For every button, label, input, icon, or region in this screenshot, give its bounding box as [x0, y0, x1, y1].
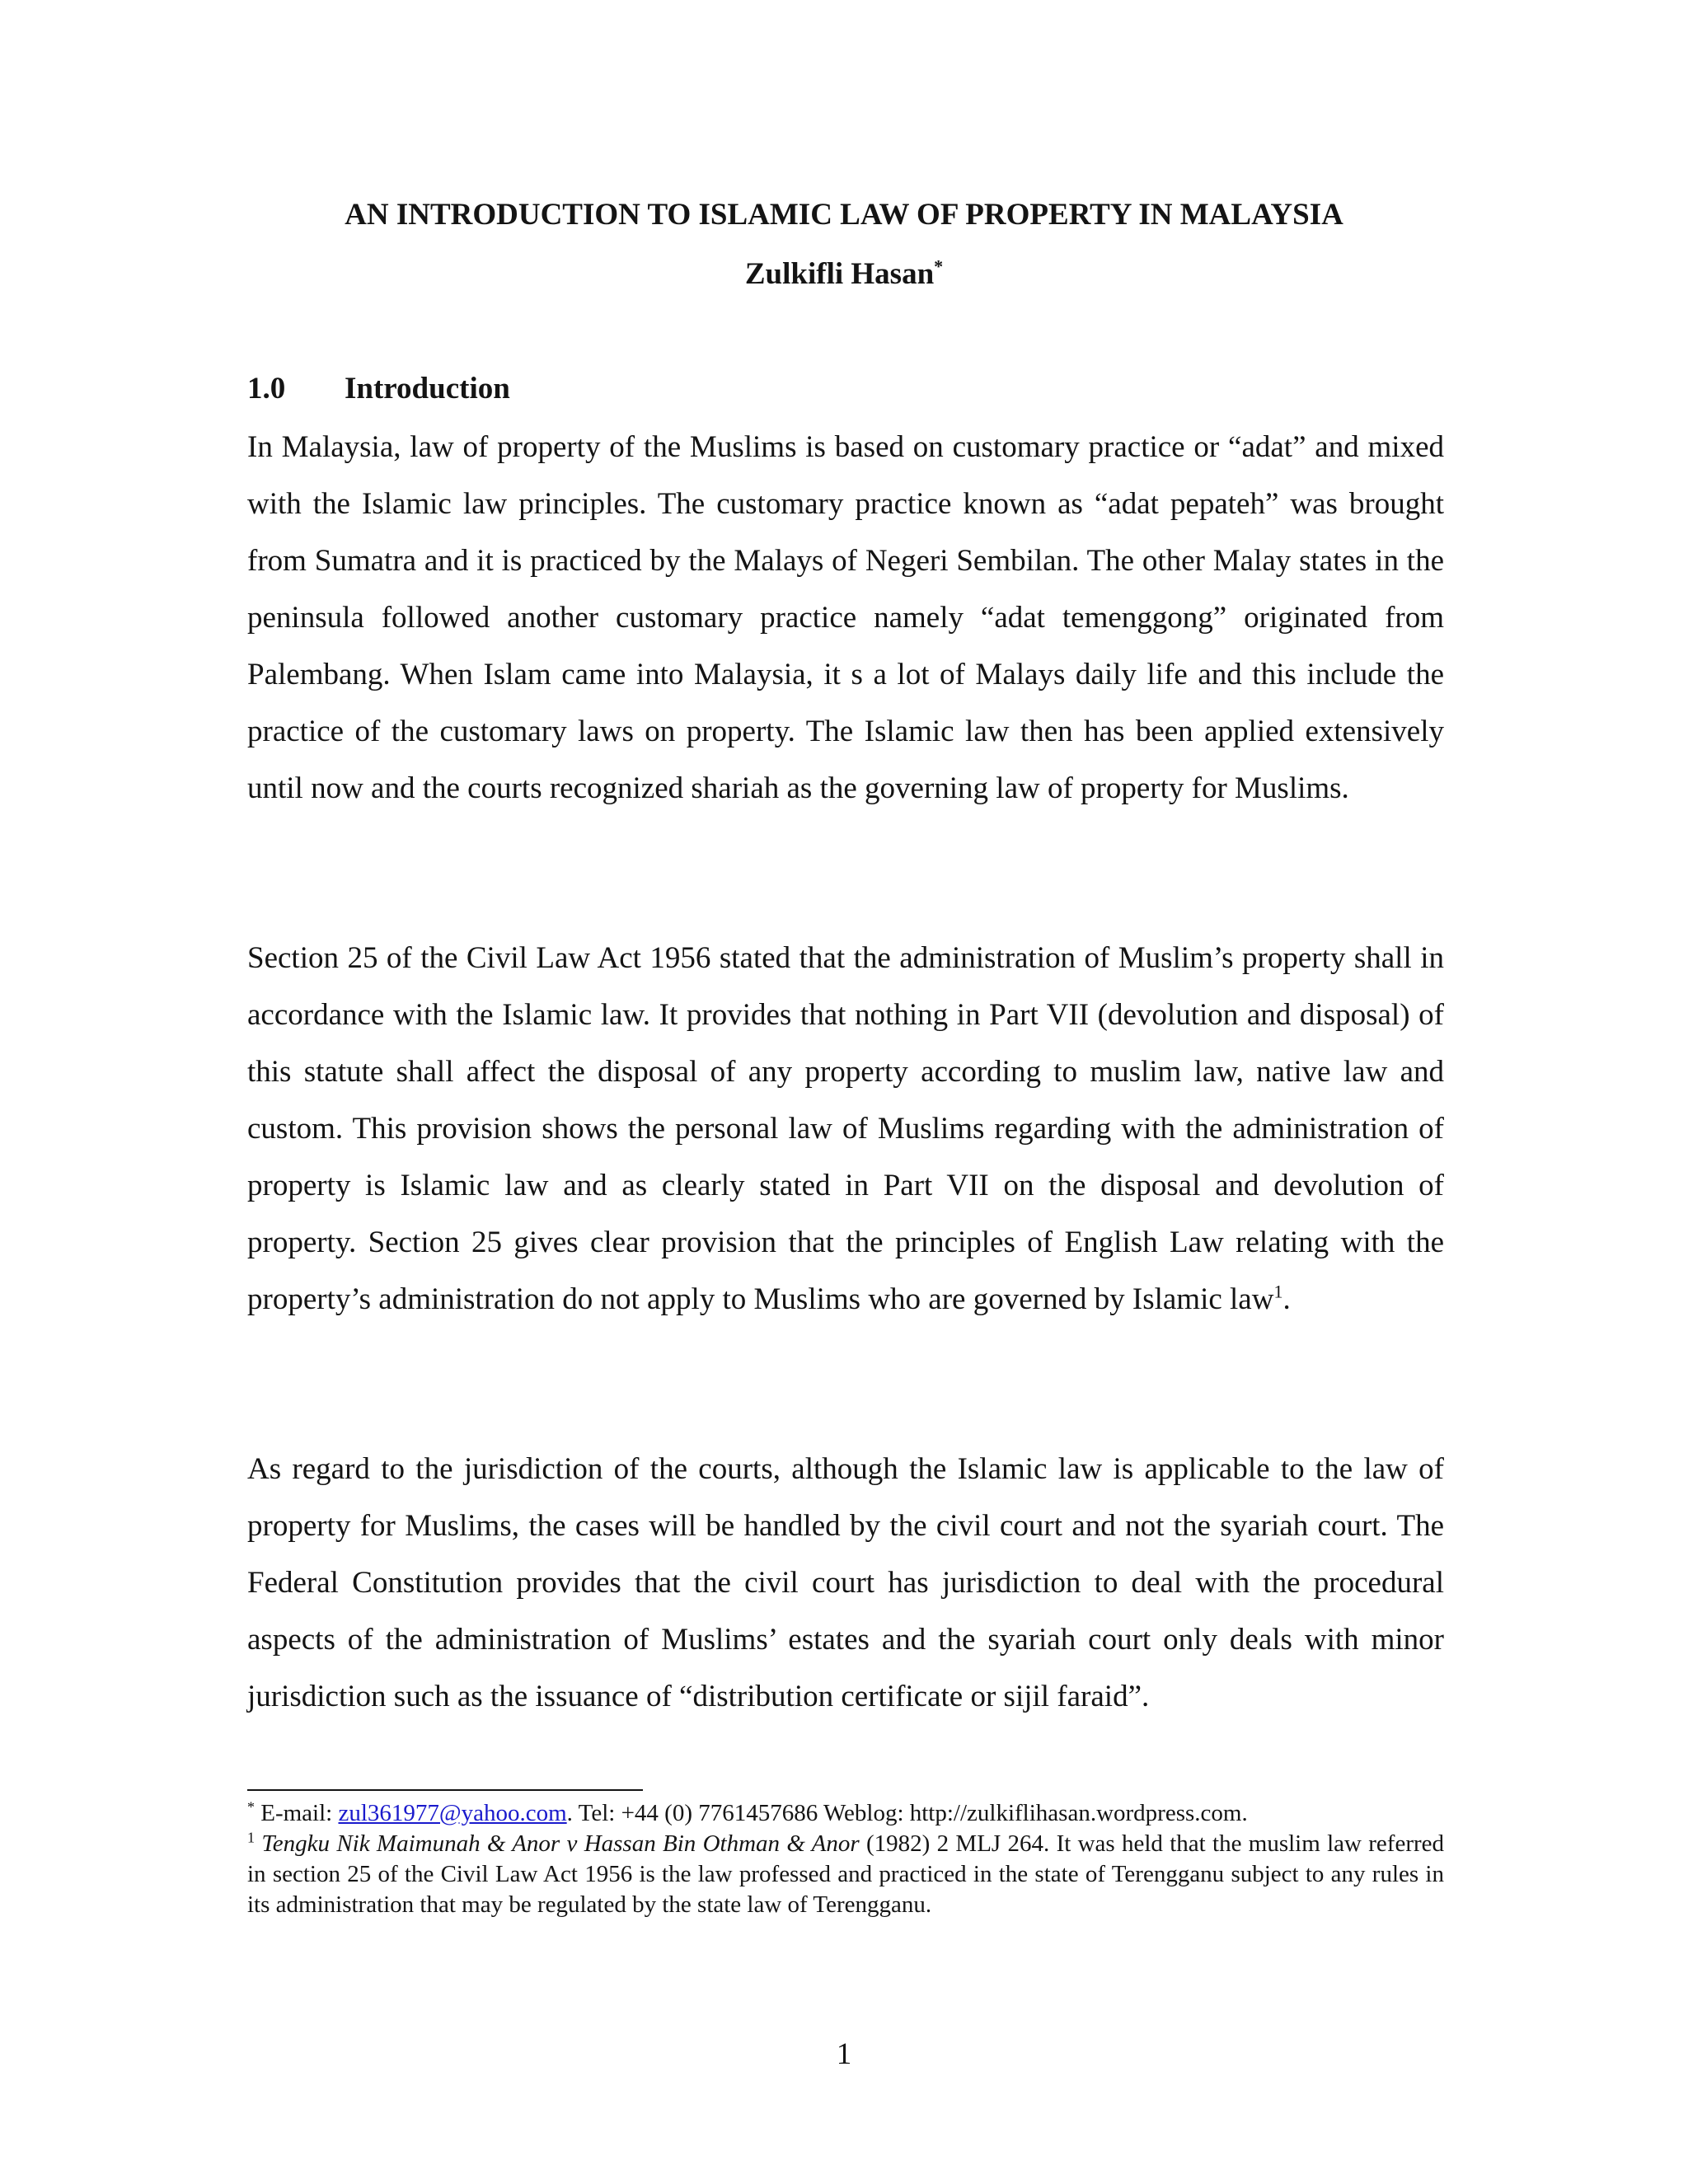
- email-link[interactable]: zul361977@yahoo.com: [338, 1800, 567, 1826]
- paragraph-end: .: [1282, 1282, 1291, 1316]
- body-paragraph: In Malaysia, law of property of the Muslims is based on customary practice or “adat” and mixed with the Islamic law principles. The customary practice known as “adat pepateh” was brought from Sumatra and it is practiced by the Malays of Negeri Sembilan. The other Malay states in the peninsula followed another customary practice namely “adat temenggong” originated from Palembang. When Islam came into Malaysia, it s a lot of Malays daily life and this include the practice of the customary laws on property. The Islamic law then has been applied extensively until now and the courts recognized shariah as the governing law of property for Muslims.: [247, 430, 1444, 805]
- footnote-text: . Tel: +44 (0) 7761457686 Weblog: http://zulkiflihasan.wordpress.com.: [566, 1800, 1248, 1826]
- section-number: 1.0: [247, 372, 286, 405]
- footnote-reference[interactable]: 1: [1273, 1281, 1283, 1302]
- footnote-text: (1982) 2 MLJ 264. It was held that the muslim law referred in section 25 of the Civil Law Act 1956 is the law professed and practiced in the state of Terengganu subject to any rules in its administration that may be regulated by the state law of Terengganu.: [247, 1830, 1445, 1918]
- footnote-text: E-mail:: [255, 1800, 339, 1826]
- body-paragraph: As regard to the jurisdiction of the courts, although the Islamic law is applicable to the law of property for Muslims, the cases will be handled by the civil court and not the syariah court. The Federal Constitution provides that the civil court has jurisdiction to deal with the procedural aspects of the administration of Muslims’ estates and the syariah court only deals with minor jurisdiction such as the issuance of “distribution certificate or sijil faraid”.: [247, 1452, 1444, 1713]
- author-name-text: Zulkifli Hasan: [744, 257, 935, 291]
- paragraph-text: Section 25 of the Civil Law Act 1956 stated that the administration of Muslim’s property shall in accordance with the Islamic law. It provides that nothing in Part VII (devolution and disposal) of this statute shall affect the disposal of any property according to muslim law, native law and custom. This provision shows the personal law of Muslims regarding with the administration of property is Islamic law and as clearly stated in Part VII on the disposal and devolution of property. Section 25 gives clear provision that the principles of English Law relating with the property’s administration do not apply to Muslims who are governed by Islamic law: [247, 941, 1444, 1316]
- author-footnote-mark[interactable]: *: [934, 255, 944, 277]
- footnote-separator: [247, 1789, 643, 1791]
- section-heading: [247, 368, 510, 410]
- body-paragraph: [247, 930, 1444, 1328]
- footnotes: [247, 1798, 1444, 1920]
- footnote-case-citation: [247, 1829, 1444, 1920]
- footnote-mark: *: [247, 1798, 255, 1816]
- case-name: Tengku Nik Maimunah & Anor v Hassan Bin Othman & Anor: [261, 1830, 860, 1857]
- section-title: Introduction: [345, 372, 510, 405]
- author-name: [247, 254, 1441, 295]
- footnote-mark: 1: [247, 1829, 255, 1846]
- page-number: 1: [836, 2037, 852, 2071]
- document-title: AN INTRODUCTION TO ISLAMIC LAW OF PROPERTY IN MALAYSIA: [345, 198, 1343, 232]
- footnote-author-contact: [247, 1798, 1444, 1829]
